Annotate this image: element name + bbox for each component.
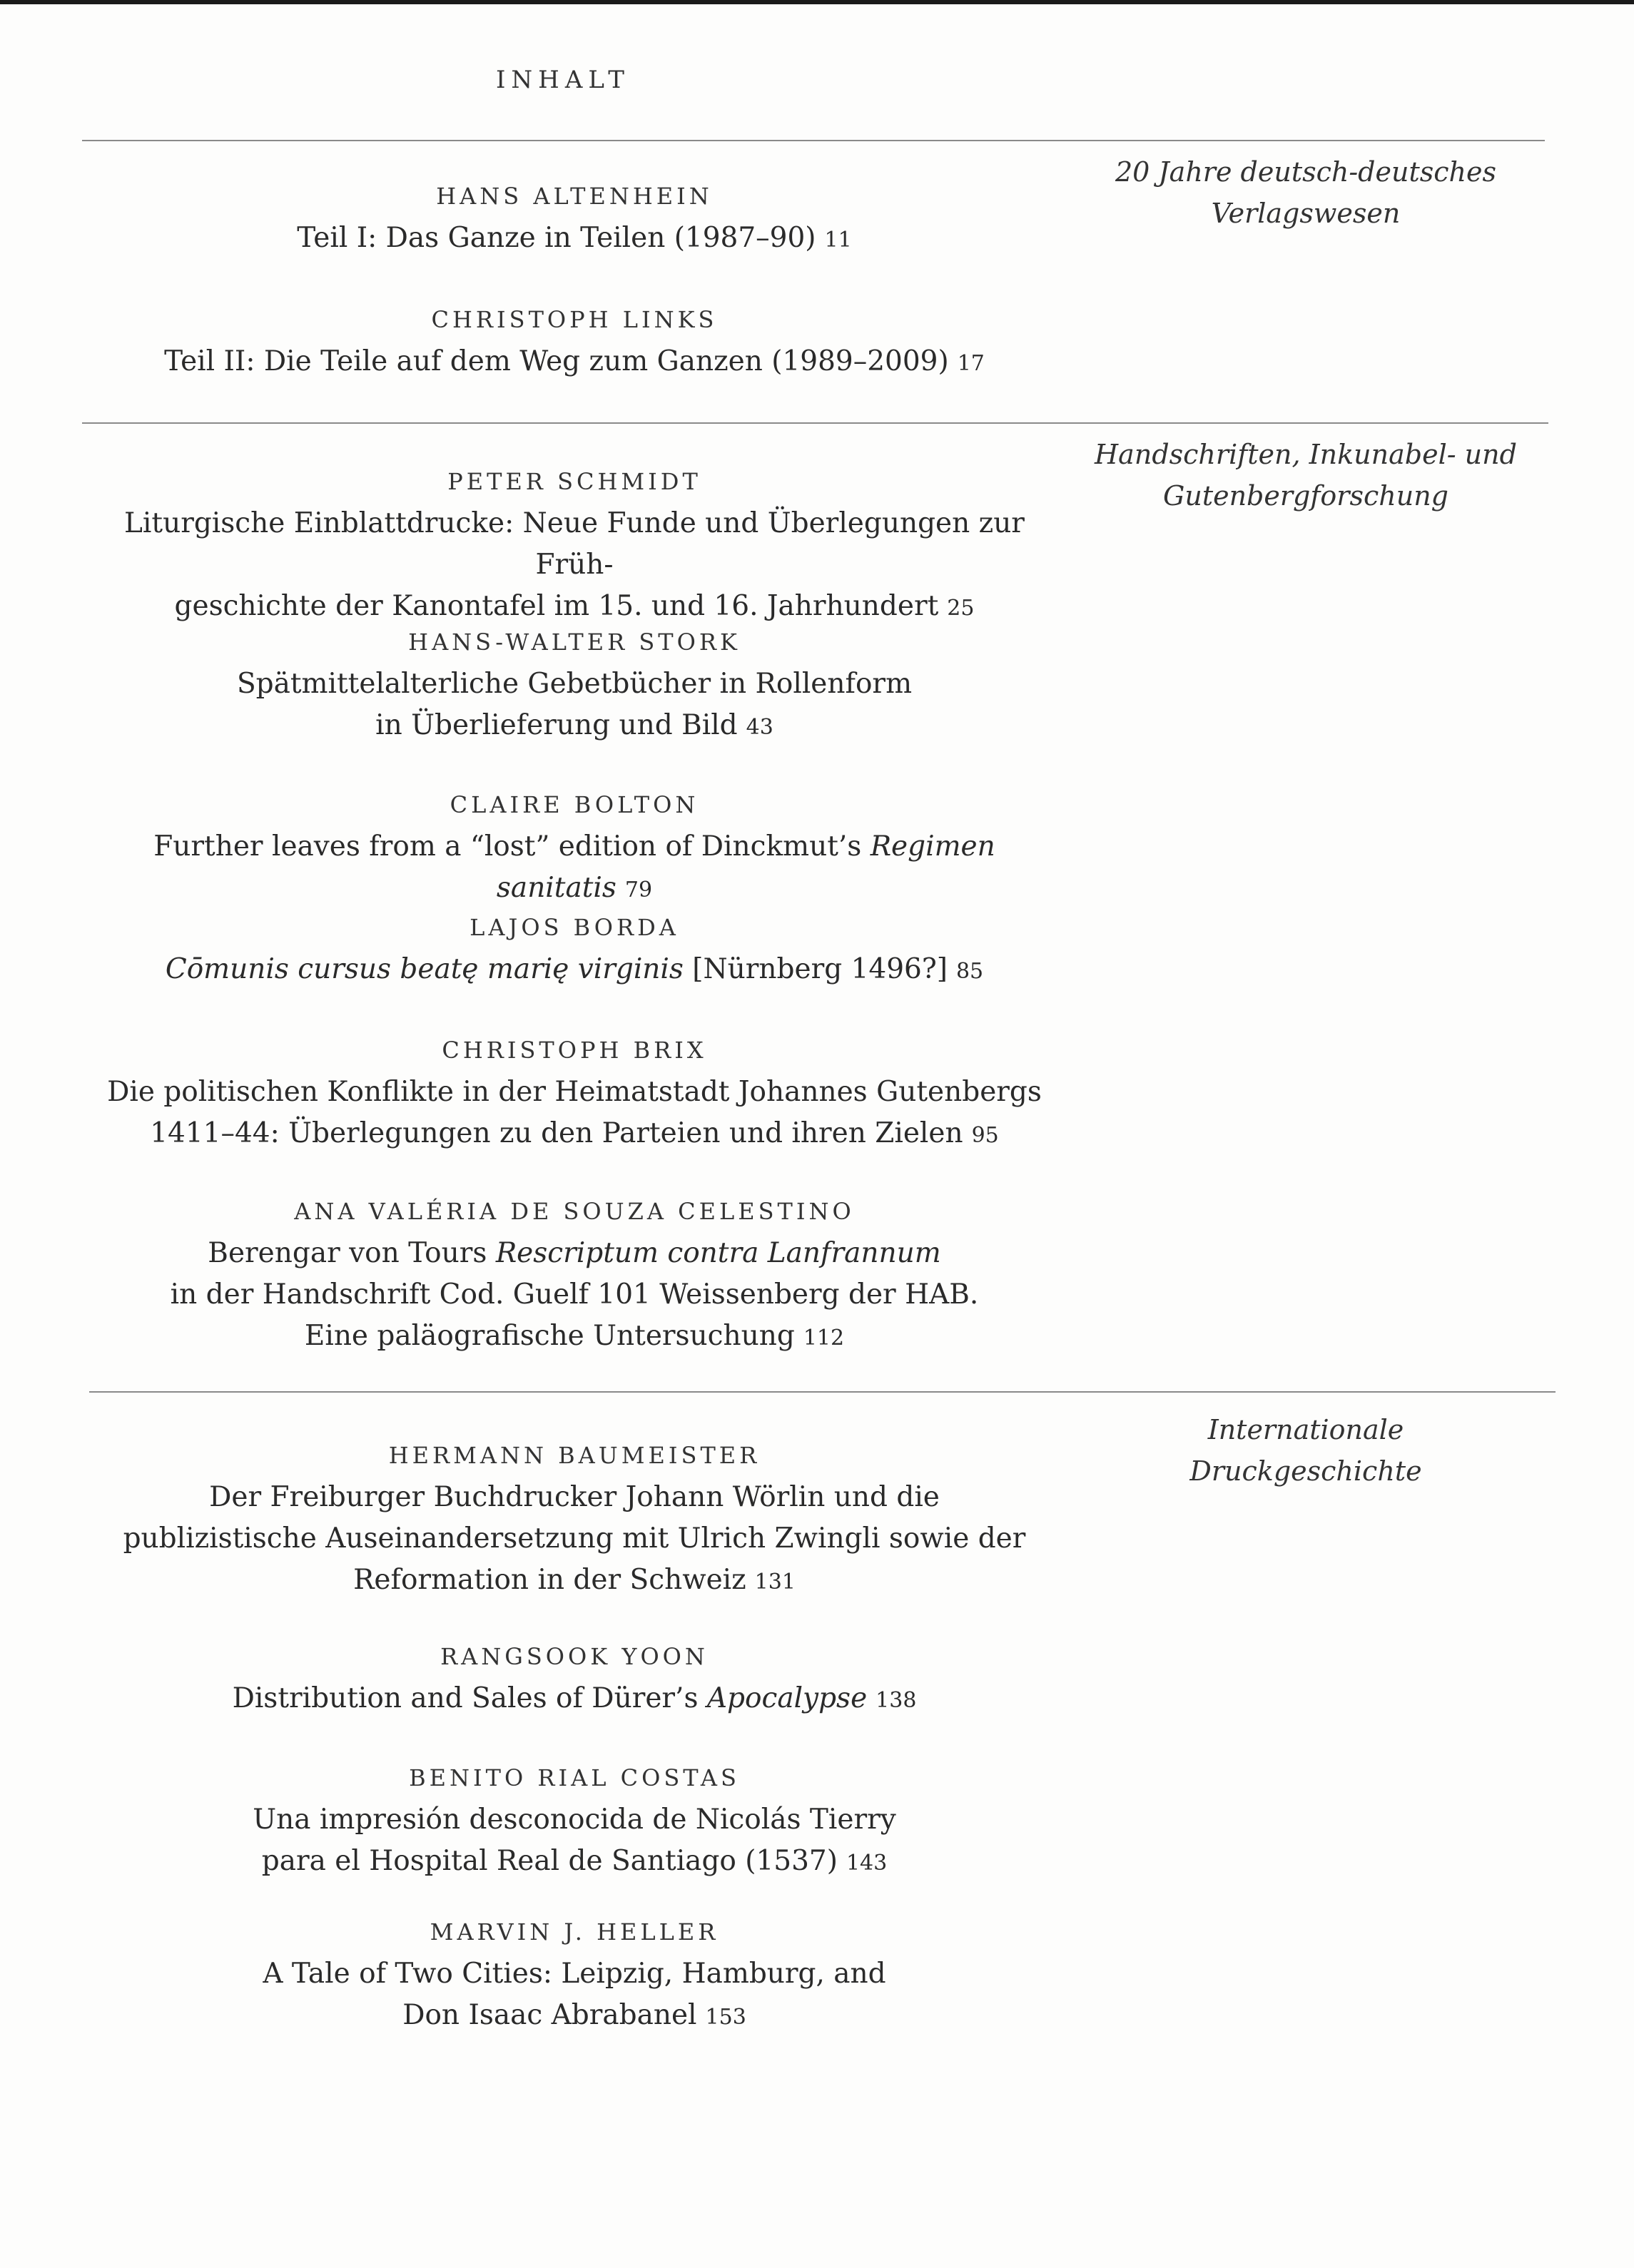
- section-heading: [1092, 151, 1520, 234]
- toc-entry[interactable]: [93, 1036, 1056, 1156]
- entry-author: CHRISTOPH LINKS: [431, 306, 718, 333]
- entry-title-text: A Tale of Two Cities: Leipzig, Hamburg, and: [263, 1958, 886, 1990]
- toc-entry[interactable]: [93, 628, 1056, 748]
- entry-title-italic: Cōmunis cursus beatę marię virginis: [165, 953, 684, 985]
- page-number: 131: [754, 1570, 796, 1595]
- entry-author: PETER SCHMIDT: [447, 468, 701, 495]
- entry-author: RANGSOOK YOON: [440, 1643, 709, 1670]
- page-number: 143: [846, 1851, 888, 1876]
- entry-author: ANA VALÉRIA DE SOUZA CELESTINO: [294, 1198, 855, 1225]
- section-divider: [82, 422, 1548, 424]
- toc-entry[interactable]: [93, 1441, 1056, 1603]
- entry-title-line: [93, 1841, 1056, 1884]
- entry-title-text: [Nürnberg 1496?]: [683, 953, 948, 985]
- page-number: 11: [824, 228, 852, 253]
- page-title: INHALT: [496, 66, 630, 94]
- section-heading-line: Handschriften, Inkunabel- und: [1095, 439, 1517, 470]
- page-number: 79: [624, 878, 653, 902]
- entry-title-italic: Regimen sanitatis: [496, 830, 995, 904]
- entry-title-text: Spätmittelalterliche Gebetbücher in Rollenform: [236, 668, 913, 700]
- toc-entry[interactable]: [93, 1918, 1056, 2038]
- entry-title-text: Der Freiburger Buchdrucker Johann Wörlin und die: [209, 1481, 940, 1513]
- entry-title-text: Distribution and Sales of Dürer’s: [232, 1682, 707, 1714]
- section-divider: [89, 1391, 1556, 1393]
- entry-title-line: [93, 1518, 1056, 1560]
- entry-author: LAJOS BORDA: [470, 914, 679, 941]
- toc-entry[interactable]: [93, 1764, 1056, 1884]
- section-heading-line: Internationale Druckgeschichte: [1189, 1414, 1422, 1487]
- entry-title-line: [93, 705, 1056, 748]
- entry-title-line: [93, 341, 1056, 385]
- entry-title-text: Teil II: Die Teile auf dem Weg zum Ganzen (1989–2009): [164, 345, 949, 377]
- entry-title-line: [93, 1274, 1056, 1316]
- page-number: 85: [955, 959, 984, 984]
- toc-entry[interactable]: [93, 1197, 1056, 1359]
- entry-author: HERMANN BAUMEISTER: [388, 1442, 761, 1469]
- entry-title-line: [93, 1113, 1056, 1156]
- page-number: 43: [746, 715, 773, 740]
- entry-author: MARVIN J. HELLER: [430, 1918, 719, 1946]
- section-heading-line: Verlagswesen: [1211, 198, 1401, 229]
- entry-title-line: [93, 503, 1056, 586]
- entry-title-text: in Überlieferung und Bild: [375, 709, 738, 741]
- entry-title-text: Una impresión desconocida de Nicolás Tierry: [253, 1804, 896, 1836]
- section-divider: [82, 140, 1545, 141]
- entry-title-text: Die politischen Konflikte in der Heimatstadt Johannes Gutenbergs: [107, 1076, 1042, 1108]
- toc-entry[interactable]: [93, 305, 1056, 385]
- entry-title-line: [93, 218, 1056, 261]
- section-heading: [1092, 1409, 1520, 1492]
- toc-entry[interactable]: [93, 790, 1056, 911]
- toc-entry[interactable]: [93, 913, 1056, 992]
- entry-title-text: Further leaves from a “lost” edition of Dinckmut’s: [153, 830, 871, 863]
- entry-title-line: [93, 663, 1056, 705]
- entry-title-line: [93, 1995, 1056, 2038]
- top-edge: [0, 0, 1634, 4]
- entry-title-text: Teil I: Das Ganze in Teilen (1987–90): [297, 222, 816, 254]
- entry-title-text: Don Isaac Abrabanel: [402, 1999, 697, 2031]
- entry-author: HANS ALTENHEIN: [436, 183, 713, 210]
- entry-author: BENITO RIAL COSTAS: [409, 1764, 740, 1791]
- entry-author: CHRISTOPH BRIX: [442, 1037, 707, 1064]
- entry-title-line: [93, 1799, 1056, 1841]
- entry-title-text: geschichte der Kanontafel im 15. und 16. Jahrhundert: [174, 590, 939, 622]
- entry-title-line: [93, 1072, 1056, 1113]
- entry-title-line: [93, 826, 1056, 911]
- entry-title-text: 1411–44: Überlegungen zu den Parteien und ihren Zielen: [150, 1117, 963, 1149]
- entry-title-text: Eine paläografische Untersuchung: [304, 1320, 795, 1352]
- entry-author: CLAIRE BOLTON: [450, 791, 699, 818]
- entry-title-text: publizistische Auseinandersetzung mit Ulrich Zwingli sowie der: [123, 1522, 1026, 1555]
- entry-title-line: [93, 1560, 1056, 1603]
- toc-entry[interactable]: [93, 182, 1056, 261]
- entry-title-text: Berengar von Tours: [208, 1237, 496, 1269]
- entry-title-line: [93, 1316, 1056, 1359]
- entry-title-italic: Apocalypse: [706, 1682, 868, 1714]
- page-number: 95: [971, 1123, 999, 1148]
- entry-author: HANS-WALTER STORK: [408, 629, 741, 656]
- section-heading: [1092, 434, 1520, 517]
- entry-title-text: in der Handschrift Cod. Guelf 101 Weissenberg der HAB.: [170, 1278, 979, 1311]
- entry-title-text: para el Hospital Real de Santiago (1537): [261, 1845, 838, 1877]
- section-heading-line: Gutenbergforschung: [1162, 480, 1448, 512]
- section-heading-line: 20 Jahre deutsch-deutsches: [1115, 156, 1496, 188]
- toc-entry[interactable]: [93, 1642, 1056, 1722]
- entry-title-text: Reformation in der Schweiz: [353, 1564, 746, 1596]
- page-number: 153: [705, 2005, 746, 2030]
- page-number: 112: [803, 1326, 845, 1351]
- page-number: 25: [947, 596, 975, 621]
- toc-entry[interactable]: [93, 467, 1056, 629]
- entry-title-line: [93, 1678, 1056, 1722]
- entry-title-italic: Rescriptum contra Lanfrannum: [495, 1237, 941, 1269]
- entry-title-line: [93, 1953, 1056, 1995]
- entry-title-line: [93, 586, 1056, 629]
- entry-title-line: [93, 949, 1056, 992]
- page-number: 17: [957, 351, 985, 376]
- page-number: 138: [876, 1688, 917, 1713]
- entry-title-text: Liturgische Einblattdrucke: Neue Funde und Überlegungen zur Früh-: [124, 507, 1025, 581]
- entry-title-line: [93, 1233, 1056, 1274]
- entry-title-line: [93, 1477, 1056, 1518]
